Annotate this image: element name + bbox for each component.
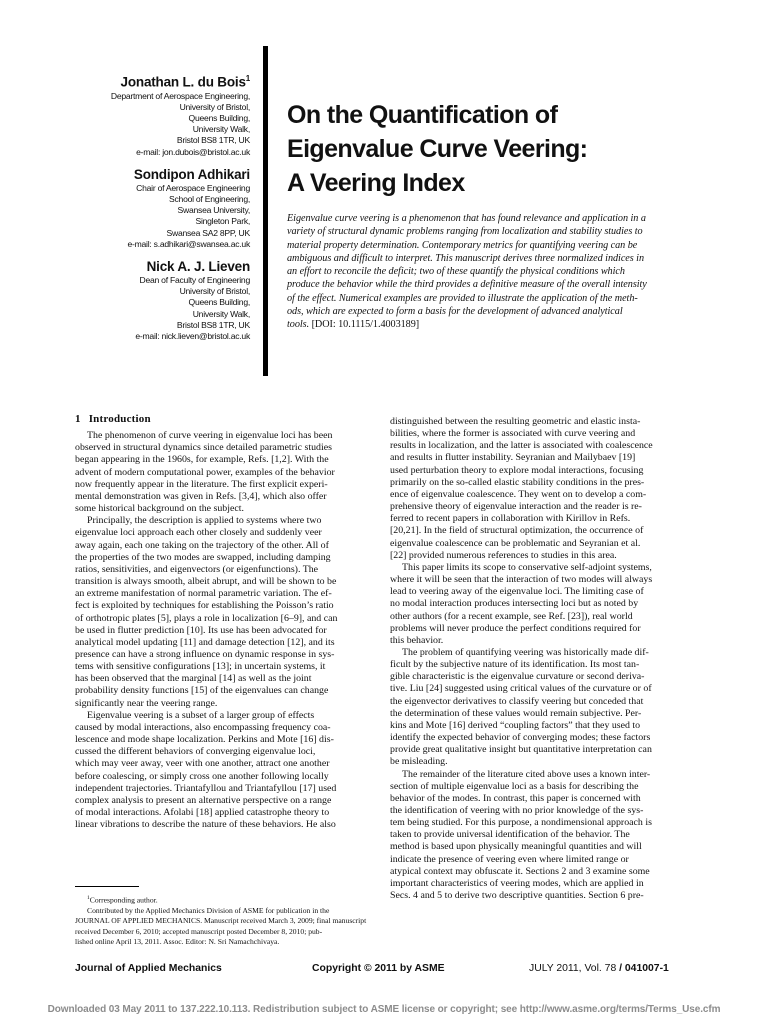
affiliation-line: Singleton Park, [195, 216, 250, 227]
text-line: linear vibrations to describe the nature of these behaviors. He also [75, 819, 336, 831]
text-line: cussed the different behaviors of converging eigenvalue loci, [75, 746, 316, 758]
affiliation-line: Swansea University, [177, 205, 250, 216]
affiliation-line: University of Bristol, [179, 101, 250, 112]
text-line: where it will be seen that the interaction of two modes will always [390, 574, 653, 586]
author-name: Nick A. J. Lieven [146, 258, 250, 274]
text-line: used perturbation theory to explore modal interactions, focusing [390, 464, 644, 476]
text-line: behavior of the modes. In contrast, this paper is concerned with [390, 792, 641, 804]
text-line: advent of modern computational power, examples of the behavior [75, 466, 335, 478]
text-line: fect is exploited by techniques for establishing the Poisson’s ratio [75, 600, 334, 612]
footnote-line: received December 6, 2010; accepted manuscript posted December 8, 2010; pub- [75, 926, 323, 936]
text-line: kins and Mote [16] derived “coupling factors” that they used to [390, 719, 641, 731]
footer-separator: / [619, 963, 623, 974]
text-line: which may veer away, veer with one another, attract one another [75, 758, 330, 770]
affiliation-line: Department of Aerospace Engineering, [110, 90, 250, 101]
text-line: important characteristics of veering modes, which are applied in [390, 877, 644, 889]
footnote-marker: 1 [87, 895, 90, 901]
text-line: atypical context may obfuscate it. Sections 2 and 3 examine some [390, 865, 650, 877]
title-line: A Veering Index [287, 169, 465, 197]
left-column-text [75, 430, 365, 831]
affiliation-line: Chair of Aerospace Engineering [136, 182, 250, 193]
text-line: identify the expected behavior of converging modes; these factors [390, 732, 651, 744]
text-line: problems will never produce the perfect conditions required for [390, 622, 641, 634]
affiliation-line: University of Bristol, [179, 286, 250, 297]
author-email[interactable]: e-mail: nick.lieven@bristol.ac.uk [135, 330, 250, 341]
text-line: before coalescing, or simply cross one another following locally [75, 770, 329, 782]
affiliation-line: Bristol BS8 1TR, UK [176, 319, 250, 330]
text-line: be used in flutter prediction [10]. Its use has been advocated for [75, 624, 327, 636]
text-line: tem being studied. For this purpose, a nondimensional approach is [390, 817, 652, 829]
author-email[interactable]: e-mail: jon.dubois@bristol.ac.uk [136, 146, 250, 157]
title-line: On the Quantification of [287, 101, 558, 129]
text-line: indicate the presence of veering even where limited range or [390, 853, 629, 865]
affiliation-line: Queens Building, [188, 297, 250, 308]
body-column-left [75, 413, 365, 831]
text-line: the eigenvector derivatives to classify veering but conceded that [390, 695, 644, 707]
text-line: ratios, sensitivities, and eigenvectors (or eigenfunctions). The [75, 563, 319, 575]
text-line: distinguished between the resulting geometric and elastic insta- [390, 416, 641, 427]
text-line: lead to veering away of the eigenvalue loci. The limiting case of [390, 586, 644, 598]
text-line: some historical background on the subject. [75, 503, 244, 515]
title-line: Eigenvalue Curve Veering: [287, 135, 588, 163]
text-line: provide great qualitative insight but quantitative interpretation can [390, 744, 652, 756]
text-line: probability density functions [15] of the eigenvalues can change [75, 685, 329, 697]
footnote-line: lished online April 13, 2011. Assoc. Editor: N. Sri Namachchivaya. [75, 937, 280, 947]
text-line: the properties of the two modes are swapped, including damping [75, 551, 331, 563]
affiliation-line: University Walk, [192, 308, 250, 319]
text-line: analytical model updating [11] and damage detection [12], and its [75, 636, 335, 648]
footer-volume: JULY 2011, Vol. 78 [529, 963, 617, 974]
text-line: [22] provided numerous references to studies in this area. [390, 549, 617, 561]
text-line: ferred to recent papers in collaboration with Kirillov in Refs. [390, 513, 631, 525]
text-line: tems with sensitive configurations [13]; in uncertain systems, it [75, 661, 326, 673]
author-email[interactable]: e-mail: s.adhikari@swansea.ac.uk [127, 238, 250, 249]
section-number: 1 [75, 413, 81, 425]
text-line: ficult by the subjective nature of its identification. Its most tan- [390, 659, 640, 671]
text-line: of orthotropic plates [5], plays a role in localization [6–9], and can [75, 612, 338, 624]
text-line: significantly near the veering range. [75, 697, 218, 709]
footer-copyright: Copyright © 2011 by ASME [312, 963, 445, 974]
affiliation-line: University Walk, [192, 124, 250, 135]
text-line: tive. Liu [24] suggested using critical values of the curvature or of [390, 683, 652, 695]
abstract-line: ods, which are expected to form a basis for the development of advanced analytical [287, 306, 623, 318]
author-footnote-marker: 1 [245, 74, 250, 83]
affiliation-line: Dean of Faculty of Engineering [139, 274, 250, 285]
text-line: Secs. 4 and 5 to derive two descriptive quantities. Section 6 pre- [390, 890, 644, 902]
affiliation-line: Swansea SA2 8PP, UK [166, 227, 250, 238]
text-line: transition is always smooth, albeit abrupt, and will be shown to be [75, 576, 337, 588]
download-notice: Downloaded 03 May 2011 to 137.222.10.113. Redistribution subject to ASME license or copyright; see http://www.asme.org/terms/Terms_Use.cfm [47, 1004, 721, 1015]
text-line: and results in flutter instability. Seyranian and Mailybaev [19] [390, 452, 636, 464]
text-line: [20,21]. In the field of structural optimization, the occurrence of [390, 525, 644, 537]
abstract-line: tools. [287, 319, 310, 331]
footnote-line: Contributed by the Applied Mechanics Division of ASME for publication in the [87, 905, 330, 915]
footnote-corresponding: Corresponding author. [89, 895, 158, 905]
author-2 [60, 166, 250, 250]
affiliation-line: Queens Building, [188, 112, 250, 123]
author-name: Sondipon Adhikari [133, 166, 250, 182]
text-line: mental demonstration was given in Refs. [3,4], which also offer [75, 490, 327, 502]
author-name: Jonathan L. du Bois [120, 74, 246, 90]
title-divider-bar [263, 46, 268, 376]
text-line: The problem of quantifying veering was historically made dif- [402, 646, 649, 658]
abstract-line: produce the behavior while the third provides a definitive measure of the overall intensity [287, 279, 647, 291]
abstract-line: material property determination. Contemporary metrics for quantifying veering can be [287, 239, 638, 251]
footer-journal: Journal of Applied Mechanics [75, 963, 222, 974]
text-line: away again, each one taking on the trajectory of the other. All of [75, 539, 329, 551]
footnote-line: JOURNAL OF APPLIED MECHANICS. Manuscript received March 3, 2009; final manuscript [75, 916, 367, 926]
text-line: other authors (for a recent example, see Ref. [23]), real world [390, 610, 633, 622]
footer-issue [529, 963, 669, 974]
text-line: results in localization, and the latter is associated with coalescence [390, 440, 653, 452]
text-line: has been observed that the marginal [14] as well as the joint [75, 673, 312, 685]
affiliation-line: Bristol BS8 1TR, UK [176, 135, 250, 146]
text-line: observed in structural dynamics since detailed parametric studies [75, 442, 332, 454]
affiliation-line: School of Engineering, [169, 193, 250, 204]
text-line: complex analysis to present an alternative perspective on a range [75, 794, 332, 806]
text-line: prehensive theory of eigenvalue interaction and the reader is re- [390, 501, 642, 513]
text-line: eigenvalue coalescence can be problematic and Seyranian et al. [390, 537, 641, 549]
text-line: section of multiple eigenvalue loci as a basis for describing the [390, 780, 639, 792]
abstract-line: Eigenvalue curve veering is a phenomenon that has found relevance and application in a [287, 213, 646, 224]
footnotes [75, 893, 375, 948]
text-line: now frequently appear in the literature. The first explicit experi- [75, 478, 328, 490]
text-line: Eigenvalue veering is a subset of a larger group of effects [87, 709, 315, 721]
author-3 [60, 258, 250, 342]
author-block [60, 70, 250, 350]
paper-title [287, 98, 727, 200]
right-column-text [390, 416, 680, 902]
abstract-line: variety of structural dynamic problems ranging from localization and stability studies to [287, 226, 643, 238]
abstract [287, 212, 693, 332]
text-line: The remainder of the literature cited above uses a known inter- [402, 768, 651, 780]
section-title: Introduction [88, 413, 151, 425]
footnote-rule [75, 886, 139, 887]
text-line: This paper limits its scope to conservative self-adjoint systems, [402, 561, 652, 573]
abstract-line: ambiguous and difficult to interpret. This manuscript derives three normalized indices in [287, 252, 644, 264]
text-line: no modal interaction produces intersecting loci but as noted by [390, 598, 639, 610]
footer-article-number: 041007-1 [624, 963, 669, 974]
text-line: The phenomenon of curve veering in eigenvalue loci has been [87, 430, 333, 442]
text-line: independent trajectories. Triantafyllou and Triantafyllou [17] used [75, 782, 337, 794]
text-line: presence can have a strong influence on dynamic response in sys- [75, 648, 335, 660]
text-line: method is based upon physically meaningful quantities and will [390, 841, 642, 853]
text-line: the identification of veering with no prior knowledge of the sys- [390, 805, 644, 816]
abstract-line: an effort to reconcile the deficit; two of these quantify the physical conditions which [287, 266, 625, 278]
text-line: bilities, where the former is associated with curve veering and [390, 428, 636, 440]
text-line: gible characteristic is the eigenvalue curvature or second deriva- [390, 671, 645, 683]
doi-link[interactable]: [DOI: 10.1115/1.4003189] [311, 319, 420, 331]
text-line: of modal interactions. Afolabi [18] applied catastrophe theory to [75, 807, 330, 818]
text-line: an extreme manifestation of normal parametric variation. The ef- [75, 588, 332, 600]
text-line: this behavior. [390, 634, 444, 646]
body-column-right [390, 416, 680, 902]
text-line: the determination of these values would remain subjective. Per- [390, 707, 642, 719]
text-line: lescence and mode shape localization. Perkins and Mote [16] dis- [75, 734, 334, 746]
text-line: eigenvalue loci approach each other closely and suddenly veer [75, 527, 322, 539]
text-line: Principally, the description is applied to systems where two [87, 515, 322, 527]
text-line: caused by modal interactions, also encompassing frequency coa- [75, 721, 331, 733]
text-line: began appearing in the 1960s, for example, Refs. [1,2]. With the [75, 454, 329, 466]
section-heading [75, 413, 365, 425]
text-line: primarily on the so-called elastic stability conditions in the pres- [390, 476, 645, 488]
text-line: ence of eigenvalue coalescence. They went on to develop a com- [390, 488, 647, 500]
abstract-line: of the effect. Numerical examples are provided to illustrate the application of the meth- [287, 292, 638, 304]
text-line: taken to provide universal identification of the behavior. The [390, 829, 630, 841]
text-line: be misleading. [390, 756, 448, 768]
author-1 [60, 70, 250, 158]
